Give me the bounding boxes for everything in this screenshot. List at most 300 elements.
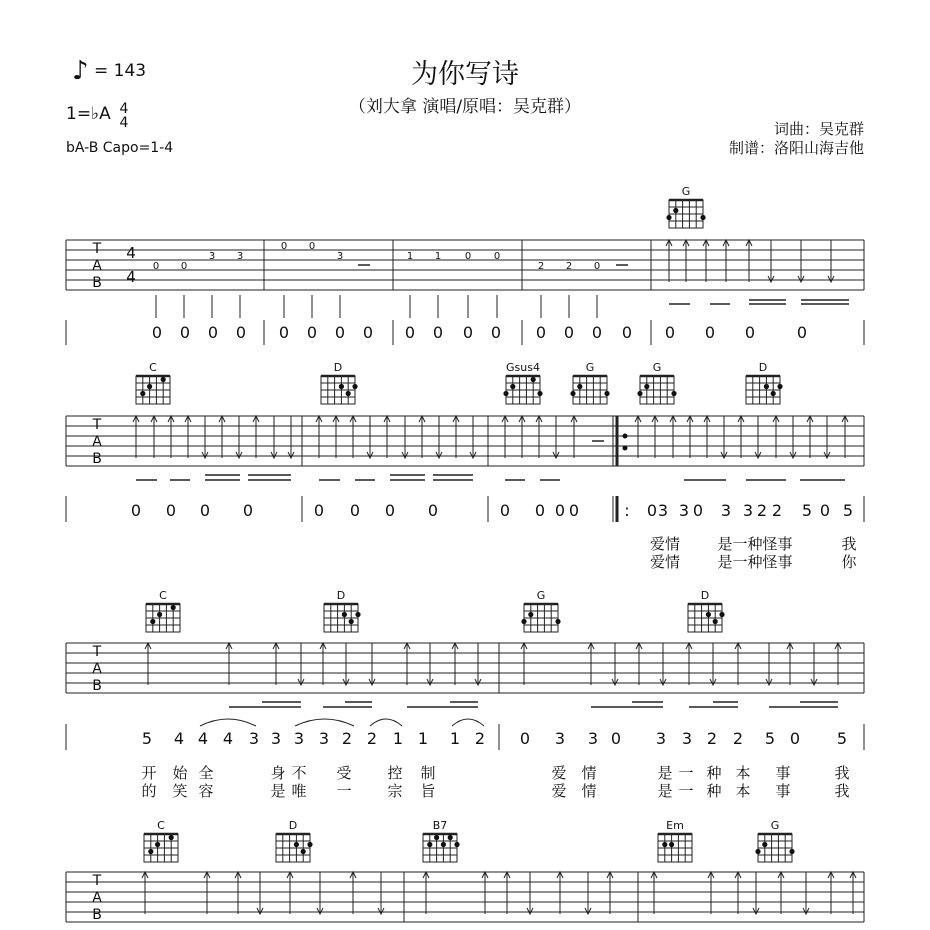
strum-up-arrow (850, 872, 856, 878)
chord-finger-dot (352, 384, 357, 389)
strum-up-arrow (588, 643, 594, 649)
tab-letter-t: T (92, 644, 102, 660)
lyric-verse-2: 爱 (551, 782, 567, 800)
chord-finger-dot (521, 619, 526, 624)
lyric-verse-2: 唯 (291, 782, 307, 800)
strum-down-arrow (343, 679, 349, 685)
chord-finger-dot (662, 842, 667, 847)
strum-up-arrow (419, 416, 425, 422)
strum-up-arrow (145, 643, 151, 649)
jianpu-note: 3 (318, 729, 330, 748)
jianpu-note: 0 (621, 323, 633, 342)
chord-finger-dot (157, 612, 162, 617)
jianpu-note: 3 (657, 501, 669, 520)
lyric-verse-1: 爱情 (649, 535, 681, 553)
tab-letter-b: B (92, 451, 102, 467)
lyric-verse-1: 事 (775, 764, 791, 782)
chord-grid (276, 834, 310, 862)
chord-finger-dot (719, 612, 724, 617)
strum-up-arrow (735, 872, 741, 878)
jianpu-note: 0 (199, 501, 211, 520)
strum-up-arrow (273, 643, 279, 649)
strum-down-arrow (427, 679, 433, 685)
credits (729, 120, 864, 158)
strum-down-arrow (824, 452, 830, 458)
chord-name: D (288, 819, 298, 832)
capo-info: bA-B Capo=1-4 (66, 140, 174, 156)
strum-down-arrow (436, 452, 442, 458)
strum-down-arrow (288, 452, 294, 458)
strum-down-arrow (803, 908, 809, 914)
strum-up-arrow (687, 416, 693, 422)
strum-up-arrow (151, 416, 157, 422)
strum-up-arrow (670, 416, 676, 422)
chord-grid (758, 834, 792, 862)
chord-finger-dot (713, 619, 718, 624)
strum-up-arrow (333, 416, 339, 422)
jianpu-note: 0 (278, 323, 290, 342)
jianpu-note: 0 (664, 323, 676, 342)
jianpu-note: 4 (197, 729, 209, 748)
jianpu-note: 0 (151, 323, 163, 342)
jianpu-note: 0 (235, 323, 247, 342)
chord-name: C (159, 589, 167, 602)
tab-fret-number: 0 (493, 251, 501, 262)
tab-letter-a: A (92, 661, 102, 677)
strum-down-arrow (257, 908, 263, 914)
strum-up-arrow (253, 416, 259, 422)
strum-up-arrow (807, 416, 813, 422)
strum-up-arrow (787, 643, 793, 649)
chord-name: D (758, 361, 768, 374)
chord-finger-dot (531, 377, 536, 382)
chord-finger-dot (434, 835, 439, 840)
strum-up-arrow (133, 416, 139, 422)
jianpu-note: 0 (349, 501, 361, 520)
jianpu-note: 5 (842, 501, 854, 520)
strum-down-arrow (798, 276, 804, 282)
lyric-verse-2: 本 (735, 782, 751, 800)
jianpu-note: 0 (499, 501, 511, 520)
tab-fret-number: 2 (537, 261, 545, 272)
jianpu-note: 5 (141, 729, 153, 748)
chord-finger-dot (342, 612, 347, 617)
jianpu-note: 2 (771, 501, 783, 520)
strum-up-arrow (384, 416, 390, 422)
chord-finger-dot (155, 842, 160, 847)
chord-finger-dot (339, 384, 344, 389)
jianpu-note: 0 (334, 323, 346, 342)
repeat-dot (623, 446, 628, 451)
tab-letter-t: T (92, 873, 102, 889)
strum-up-arrow (185, 416, 191, 422)
jianpu-note: 2 (341, 729, 353, 748)
tab-fret-number: 0 (464, 251, 472, 262)
jianpu-note: 3 (587, 729, 599, 748)
chord-finger-dot (147, 384, 152, 389)
chord-grid (144, 834, 178, 862)
strum-down-arrow (475, 679, 481, 685)
chord-finger-dot (570, 391, 575, 396)
strum-up-arrow (168, 416, 174, 422)
lyric-verse-2: 是 (657, 782, 673, 800)
strum-up-arrow (666, 240, 672, 246)
strum-down-arrow (660, 679, 666, 685)
strum-down-arrow (527, 908, 533, 914)
chord-finger-dot (755, 849, 760, 854)
lyric-verse-2: 一 (678, 782, 694, 800)
jianpu-note: 0 (554, 501, 566, 520)
jianpu-note: 3 (248, 729, 260, 748)
chord-finger-dot (503, 391, 508, 396)
lyric-verse-1: 制 (420, 764, 436, 782)
chord-finger-dot (148, 849, 153, 854)
tie-arc (200, 719, 256, 726)
jianpu-note: 2 (366, 729, 378, 748)
page-subtitle: （刘大拿 演唱/原唱：吴克群） (348, 97, 582, 117)
jianpu-note: 0 (432, 323, 444, 342)
chord-finger-dot (307, 842, 312, 847)
strum-up-arrow (235, 872, 241, 878)
strum-up-arrow (828, 872, 834, 878)
lyric-verse-2: 一 (336, 782, 352, 800)
lyric-verse-1: 全 (198, 764, 214, 782)
jianpu-note: 0 (404, 323, 416, 342)
chord-finger-dot (644, 384, 649, 389)
lyric-verse-2: 情 (581, 782, 597, 800)
chord-finger-dot (777, 384, 782, 389)
lyric-verse-2: 笑 (172, 782, 188, 800)
chord-grid (146, 604, 180, 632)
chord-name: G (585, 361, 595, 374)
chord-name: G (770, 819, 780, 832)
tab-letter-a: A (92, 890, 102, 906)
chord-name: D (333, 361, 343, 374)
jianpu-note: 0 (130, 501, 142, 520)
header-time-signature (117, 102, 131, 130)
chord-name: D (336, 589, 346, 602)
strum-up-arrow (320, 643, 326, 649)
tab-fret-number: 1 (434, 251, 442, 262)
chord-finger-dot (301, 849, 306, 854)
tab-fret-number: 0 (593, 261, 601, 272)
jianpu-note: 0 (384, 501, 396, 520)
lyric-verse-2: 爱情 (649, 553, 681, 571)
lyric-verse-1: 不 (291, 764, 307, 782)
lyric-verse-2: 是 (270, 782, 286, 800)
time-sig-bottom: 4 (119, 115, 129, 131)
chord-grid (321, 376, 355, 404)
chord-grid (688, 604, 722, 632)
strum-down-arrow (753, 908, 759, 914)
jianpu-note: 0 (490, 323, 502, 342)
lyric-verse-1: 是 (657, 764, 673, 782)
strum-up-arrow (738, 416, 744, 422)
jianpu-note: 2 (756, 501, 768, 520)
strum-up-arrow (635, 416, 641, 422)
jianpu-note: 3 (742, 501, 754, 520)
tab-letter-a: A (92, 258, 102, 274)
jianpu-note: 0 (462, 323, 474, 342)
chord-finger-dot (666, 215, 671, 220)
jianpu-note: 0 (744, 323, 756, 342)
chord-name: G (652, 361, 662, 374)
strum-up-arrow (746, 240, 752, 246)
strum-up-arrow (708, 872, 714, 878)
chord-finger-dot (510, 384, 515, 389)
jianpu-note: 4 (173, 729, 185, 748)
chord-grid (136, 376, 170, 404)
chord-finger-dot (555, 619, 560, 624)
strum-up-arrow (452, 643, 458, 649)
jianpu-note: 3 (678, 501, 690, 520)
strum-up-arrow (453, 416, 459, 422)
jianpu-note: 1 (392, 729, 404, 748)
strum-down-arrow (828, 276, 834, 282)
jianpu-note: 0 (534, 501, 546, 520)
chord-finger-dot (700, 215, 705, 220)
strum-up-arrow (735, 643, 741, 649)
strum-down-arrow (271, 452, 277, 458)
strum-down-arrow (236, 452, 242, 458)
jianpu-note: 0 (519, 729, 531, 748)
lyric-verse-2: 你 (841, 553, 857, 571)
time-sig-top: 4 (119, 101, 129, 117)
tab-fret-number: 3 (236, 251, 244, 262)
strum-down-arrow (367, 452, 373, 458)
chord-finger-dot (355, 612, 360, 617)
chord-grid (573, 376, 607, 404)
chord-finger-dot (448, 835, 453, 840)
lyric-verse-2: 种 (706, 782, 722, 800)
strum-up-arrow (287, 872, 293, 878)
tab-fret-number: 2 (565, 261, 573, 272)
chord-finger-dot (771, 391, 776, 396)
jianpu-note: 0 (165, 501, 177, 520)
strum-up-arrow (557, 872, 563, 878)
chord-finger-dot (671, 391, 676, 396)
lyric-verse-1: 种 (706, 764, 722, 782)
jianpu-note: 0 (568, 501, 580, 520)
strum-down-arrow (710, 679, 716, 685)
lyric-verse-1: 一 (678, 764, 694, 782)
lyric-verse-1: 控 (387, 764, 403, 782)
chord-finger-dot (673, 208, 678, 213)
jianpu-note: 5 (764, 729, 776, 748)
chord-finger-dot (161, 377, 166, 382)
chord-finger-dot (346, 391, 351, 396)
lyric-verse-2: 我 (834, 782, 850, 800)
jianpu-note: 3 (720, 501, 732, 520)
strum-up-arrow (142, 872, 148, 878)
jianpu-note: 0 (796, 323, 808, 342)
jianpu-note: 0 (692, 501, 704, 520)
chord-grid (506, 376, 540, 404)
tab-fret-number: 0 (152, 261, 160, 272)
lyric-verse-1: 受 (336, 764, 352, 782)
jianpu-note: 0 (362, 323, 374, 342)
jianpu-note: 0 (610, 729, 622, 748)
strum-up-arrow (536, 416, 542, 422)
tab-fret-number: 0 (280, 241, 288, 252)
eighth-note-icon: ♪ (72, 56, 89, 86)
tab-letter-t: T (92, 417, 102, 433)
lyric-verse-2: 是一种怪事 (717, 553, 793, 571)
tie-arc (370, 719, 402, 726)
strum-up-arrow (651, 872, 657, 878)
chord-name: B7 (432, 819, 448, 832)
lyric-verse-1: 爱 (551, 764, 567, 782)
lyric-verse-1: 本 (735, 764, 751, 782)
chord-finger-dot (349, 619, 354, 624)
chord-grid (524, 604, 558, 632)
strum-up-arrow (404, 643, 410, 649)
strum-up-arrow (686, 643, 692, 649)
strum-down-arrow (790, 452, 796, 458)
strum-up-arrow (521, 643, 527, 649)
jianpu-note: 0 (179, 323, 191, 342)
strum-up-arrow (423, 872, 429, 878)
chord-name: G (536, 589, 546, 602)
tab-letter-b: B (92, 275, 102, 291)
tab-letter-t: T (92, 241, 102, 257)
strum-down-arrow (378, 908, 384, 914)
tab-fret-number: 0 (308, 241, 316, 252)
tab-fret-number: 1 (406, 251, 414, 262)
jianpu-note: 0 (646, 501, 658, 520)
jianpu-note: 2 (706, 729, 718, 748)
strum-down-arrow (369, 679, 375, 685)
strum-up-arrow (652, 416, 658, 422)
strum-up-arrow (778, 872, 784, 878)
lyric-verse-1: 始 (172, 764, 188, 782)
chord-finger-dot (604, 391, 609, 396)
chord-finger-dot (762, 842, 767, 847)
chord-name: D (700, 589, 710, 602)
tab-fret-number: 3 (208, 251, 216, 262)
strum-down-arrow (470, 452, 476, 458)
strum-up-arrow (219, 416, 225, 422)
lyric-verse-2: 事 (775, 782, 791, 800)
chord-finger-dot (427, 842, 432, 847)
strum-up-arrow (683, 240, 689, 246)
strum-down-arrow (768, 276, 774, 282)
strum-down-arrow (402, 452, 408, 458)
strum-down-arrow (202, 452, 208, 458)
strum-up-arrow (204, 872, 210, 878)
jianpu-note: 0 (563, 323, 575, 342)
lyric-verse-1: 身 (270, 764, 286, 782)
lyric-verse-2: 容 (198, 782, 214, 800)
chord-grid (324, 604, 358, 632)
jianpu-note: 1 (417, 729, 429, 748)
chord-finger-dot (454, 842, 459, 847)
strum-up-arrow (835, 643, 841, 649)
jianpu-note: 1 (449, 729, 461, 748)
strum-down-arrow (755, 452, 761, 458)
chord-name: C (149, 361, 157, 374)
chord-finger-dot (441, 842, 446, 847)
strum-up-arrow (226, 643, 232, 649)
lyric-verse-1: 开 (141, 764, 157, 782)
strum-down-arrow (811, 679, 817, 685)
jianpu-note: 2 (732, 729, 744, 748)
arranger-credit: 制谱：洛阳山海吉他 (728, 139, 864, 157)
jianpu-repeat-dots: : (624, 501, 630, 520)
jianpu-note: 3 (554, 729, 566, 748)
tab-letter-a: A (92, 434, 102, 450)
strum-up-arrow (350, 416, 356, 422)
jianpu-note: 5 (801, 501, 813, 520)
repeat-dot (623, 434, 628, 439)
chord-finger-dot (669, 842, 674, 847)
lyric-verse-1: 我 (834, 764, 850, 782)
chord-name: Gsus4 (506, 361, 540, 374)
chord-finger-dot (528, 612, 533, 617)
strum-up-arrow (842, 416, 848, 422)
chord-finger-dot (171, 605, 176, 610)
strum-down-arrow (298, 679, 304, 685)
lyric-verse-2: 宗 (387, 782, 403, 800)
strum-up-arrow (519, 416, 525, 422)
jianpu-note: 3 (270, 729, 282, 748)
jianpu-note: 0 (313, 501, 325, 520)
tab-letter-b: B (92, 678, 102, 694)
key-label: 1=♭A (66, 104, 111, 124)
jianpu-note: 0 (789, 729, 801, 748)
lyric-verse-2: 旨 (420, 782, 436, 800)
jianpu-note: 4 (222, 729, 234, 748)
strum-up-arrow (773, 416, 779, 422)
strum-down-arrow (612, 679, 618, 685)
strum-down-arrow (585, 908, 591, 914)
chord-finger-dot (637, 391, 642, 396)
strum-up-arrow (723, 240, 729, 246)
strum-up-arrow (571, 416, 577, 422)
chord-finger-dot (150, 619, 155, 624)
lyric-verse-1: 情 (581, 764, 597, 782)
strum-down-arrow (766, 679, 772, 685)
lyric-verse-1: 我 (841, 535, 857, 553)
chord-finger-dot (764, 384, 769, 389)
jianpu-note: 0 (306, 323, 318, 342)
jianpu-note: 0 (207, 323, 219, 342)
tab-letter-b: B (92, 907, 102, 923)
tie-arc (452, 719, 484, 726)
staff-time-sig-bottom: 4 (126, 268, 136, 286)
chord-grid (658, 834, 692, 862)
jianpu-note: 5 (836, 729, 848, 748)
chord-name: C (157, 819, 165, 832)
jianpu-note: 0 (819, 501, 831, 520)
tempo-value: = 143 (94, 61, 147, 81)
strum-up-arrow (504, 872, 510, 878)
page-title: 为你写诗 (411, 59, 519, 90)
jianpu-note: 0 (242, 501, 254, 520)
jianpu-note: 0 (427, 501, 439, 520)
chord-finger-dot (577, 384, 582, 389)
staff-time-sig-top: 4 (126, 244, 136, 262)
chord-finger-dot (169, 835, 174, 840)
strum-up-arrow (607, 872, 613, 878)
strum-up-arrow (350, 872, 356, 878)
chord-finger-dot (706, 612, 711, 617)
chord-finger-dot (140, 391, 145, 396)
strum-down-arrow (721, 452, 727, 458)
chord-name: G (681, 185, 691, 198)
jianpu-note: 3 (681, 729, 693, 748)
chord-grid (746, 376, 780, 404)
